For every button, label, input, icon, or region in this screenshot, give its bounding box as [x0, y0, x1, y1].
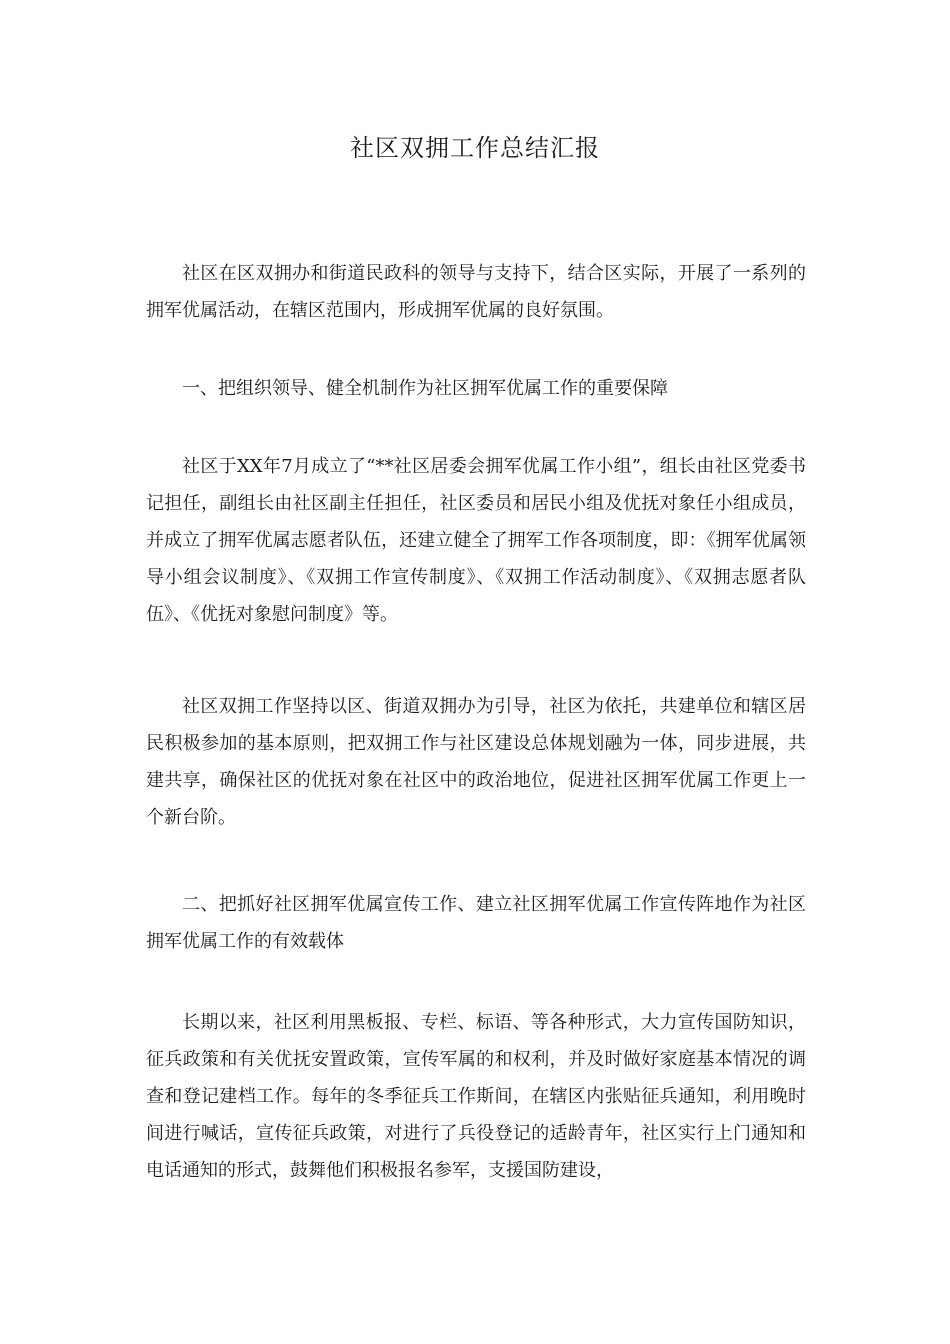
paragraph-text: 社区双拥工作坚持以区、街道双拥办为引导，社区为依托，共建单位和辖区居民积极参加的基本原则，把双拥工作与社区建设总体规划融为一体，同步进展，共建共享，确保社区的优抚对象在社区中的政治地位，促进社区拥军优属工作更上一个新台阶。 — [146, 696, 806, 828]
section-2-paragraph-1 — [146, 1004, 806, 1189]
section-heading-1 — [146, 370, 806, 407]
paragraph-text: 社区于XX年7月成立了“**社区居委会拥军优属工作小组”，组长由社区党委书记担任，副组长由社区副主任担任，社区委员和居民小组及优抚对象任小组成员，并成立了拥军优属志愿者队伍，还建立健全了拥军工作各项制度，即：《拥军优属领导小组会议制度》、《双拥工作宣传制度》、《双拥工作活动制度》、《双拥志愿者队伍》、《优抚对象慰问制度》等。 — [146, 456, 806, 625]
paragraph-text: 长期以来，社区利用黑板报、专栏、标语、等各种形式，大力宣传国防知识，征兵政策和有关优抚安置政策，宣传军属的和权利，并及时做好家庭基本情况的调查和登记建档工作。每年的冬季征兵工作斯间，在辖区内张贴征兵通知，利用晚时间进行喊话，宣传征兵政策，对进行了兵役登记的适龄青年，社区实行上门通知和电话通知的形式，鼓舞他们积极报名参军，支援国防建设， — [146, 1012, 806, 1181]
section-1-paragraph-2 — [146, 688, 806, 836]
paragraph-text: 社区在区双拥办和街道民政科的领导与支持下，结合区实际，开展了一系列的拥军优属活动，在辖区范围内，形成拥军优属的良好氛围。 — [146, 263, 806, 321]
heading-text: 一、把组织领导、健全机制作为社区拥军优属工作的重要保障 — [182, 378, 668, 399]
document-title: 社区双拥工作总结汇报 — [350, 134, 600, 162]
section-heading-2 — [146, 886, 806, 960]
intro-paragraph — [146, 255, 806, 329]
heading-text: 二、把抓好社区拥军优属宣传工作、建立社区拥军优属工作宣传阵地作为社区拥军优属工作的有效载体 — [146, 894, 806, 952]
section-1-paragraph-1 — [146, 448, 806, 633]
